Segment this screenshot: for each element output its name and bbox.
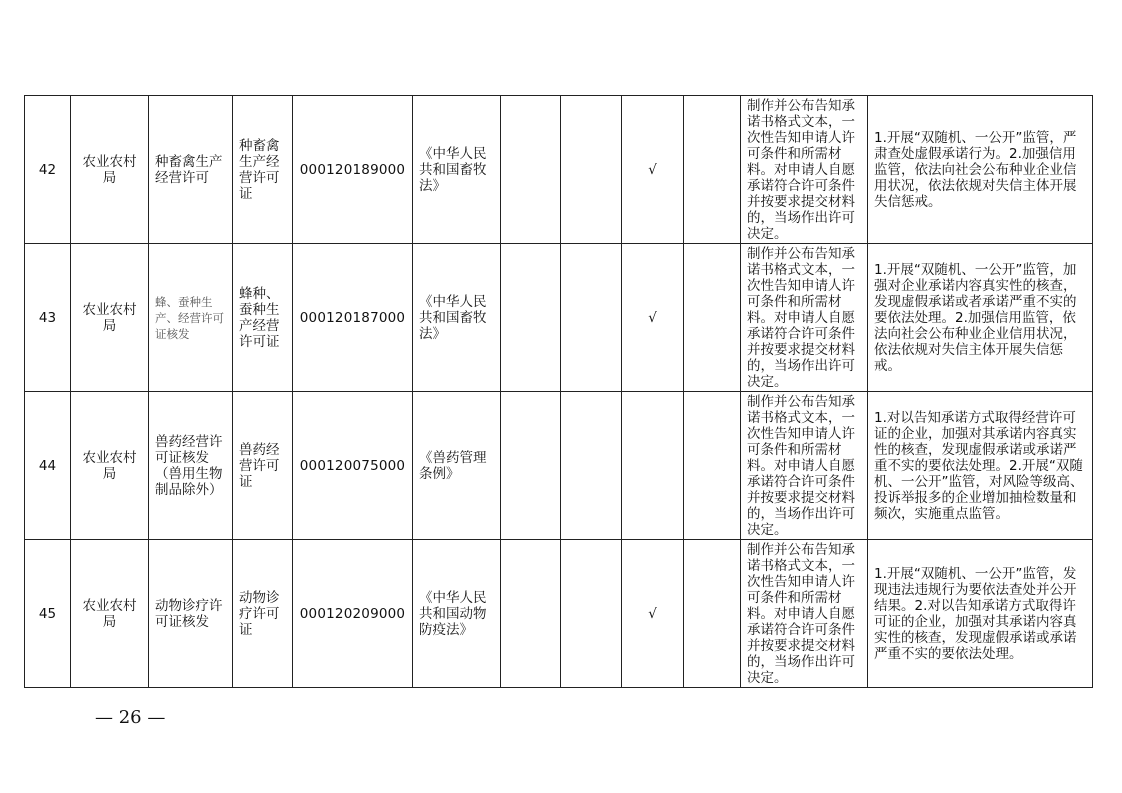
reform-cell-2 (561, 392, 622, 540)
reform-check-mark: √ (622, 96, 684, 244)
item-name: 动物诊疗许可证核发 (149, 540, 233, 688)
supervision-measure: 1.开展“双随机、一公开”监管，发现违法违规行为要依法查处并公开结果。2.对以告知承诺方式取得许可证的企业，加强对其承诺内容真实性的核查，发现虚假承诺或承诺严重不实的要依法处理。 (868, 540, 1093, 688)
reform-cell-1 (501, 96, 561, 244)
department: 农业农村局 (71, 392, 149, 540)
supervision-measure: 1.对以告知承诺方式取得经营许可证的企业，加强对其承诺内容真实性的核查，发现虚假承诺或承诺严重不实的要依法处理。2.开展“双随机、一公开”监管，对风险等级高、投诉举报多的企业增加抽检数量和频次，实施重点监管。 (868, 392, 1093, 540)
row-number: 45 (25, 540, 71, 688)
legal-basis: 《中华人民共和国畜牧法》 (413, 96, 501, 244)
reform-cell-2 (561, 540, 622, 688)
item-name: 种畜禽生产经营许可 (149, 96, 233, 244)
department: 农业农村局 (71, 540, 149, 688)
reform-measure: 制作并公布告知承诺书格式文本，一次性告知申请人许可条件和所需材料。对申请人自愿承诺符合许可条件并按要求提交材料的，当场作出许可决定。 (741, 244, 868, 392)
item-name (149, 244, 233, 392)
legal-basis: 《兽药管理条例》 (413, 392, 501, 540)
item-code: 000120075000 (293, 392, 413, 540)
license-name: 种畜禽生产经营许可证 (233, 96, 293, 244)
item-code: 000120209000 (293, 540, 413, 688)
item-name: 兽药经营许可证核发（兽用生物制品除外） (149, 392, 233, 540)
table-row (25, 540, 1093, 688)
table-row (25, 392, 1093, 540)
reform-measure: 制作并公布告知承诺书格式文本，一次性告知申请人许可条件和所需材料。对申请人自愿承诺符合许可条件并按要求提交材料的，当场作出许可决定。 (741, 540, 868, 688)
item-name-text: 蜂、蚕种生产、经营许可证核发 (155, 294, 224, 341)
supervision-measure: 1.开展“双随机、一公开”监管，严肃查处虚假承诺行为。2.加强信用监管，依法向社会公布种业企业信用状况，依法依规对失信主体开展失信惩戒。 (868, 96, 1093, 244)
supervision-measure: 1.开展“双随机、一公开”监管，加强对企业承诺内容真实性的核查，发现虚假承诺或者承诺严重不实的要依法处理。2.加强信用监管，依法向社会公布种业企业信用状况，依法依规对失信主体开展失信惩戒。 (868, 244, 1093, 392)
reform-measure: 制作并公布告知承诺书格式文本，一次性告知申请人许可条件和所需材料。对申请人自愿承诺符合许可条件并按要求提交材料的，当场作出许可决定。 (741, 96, 868, 244)
table-row (25, 96, 1093, 244)
reform-cell-4 (684, 244, 741, 392)
row-number: 42 (25, 96, 71, 244)
license-name: 蜂种、蚕种生产经营许可证 (233, 244, 293, 392)
license-name: 兽药经营许可证 (233, 392, 293, 540)
reform-cell-4 (684, 392, 741, 540)
reform-check-mark: √ (622, 244, 684, 392)
reform-items-table (24, 95, 1093, 688)
row-number: 44 (25, 392, 71, 540)
item-code: 000120187000 (293, 244, 413, 392)
item-code: 000120189000 (293, 96, 413, 244)
department: 农业农村局 (71, 96, 149, 244)
reform-cell-1 (501, 244, 561, 392)
page-number: — 26 — (95, 707, 166, 728)
reform-cell-4 (684, 96, 741, 244)
legal-basis: 《中华人民共和国畜牧法》 (413, 244, 501, 392)
reform-check-mark: √ (622, 540, 684, 688)
row-number: 43 (25, 244, 71, 392)
department: 农业农村局 (71, 244, 149, 392)
reform-cell-2 (561, 96, 622, 244)
reform-cell-2 (561, 244, 622, 392)
reform-check-mark (622, 392, 684, 540)
table-row (25, 244, 1093, 392)
reform-cell-1 (501, 392, 561, 540)
reform-measure: 制作并公布告知承诺书格式文本，一次性告知申请人许可条件和所需材料。对申请人自愿承诺符合许可条件并按要求提交材料的，当场作出许可决定。 (741, 392, 868, 540)
reform-cell-1 (501, 540, 561, 688)
reform-cell-4 (684, 540, 741, 688)
license-name: 动物诊疗许可证 (233, 540, 293, 688)
legal-basis: 《中华人民共和国动物防疫法》 (413, 540, 501, 688)
